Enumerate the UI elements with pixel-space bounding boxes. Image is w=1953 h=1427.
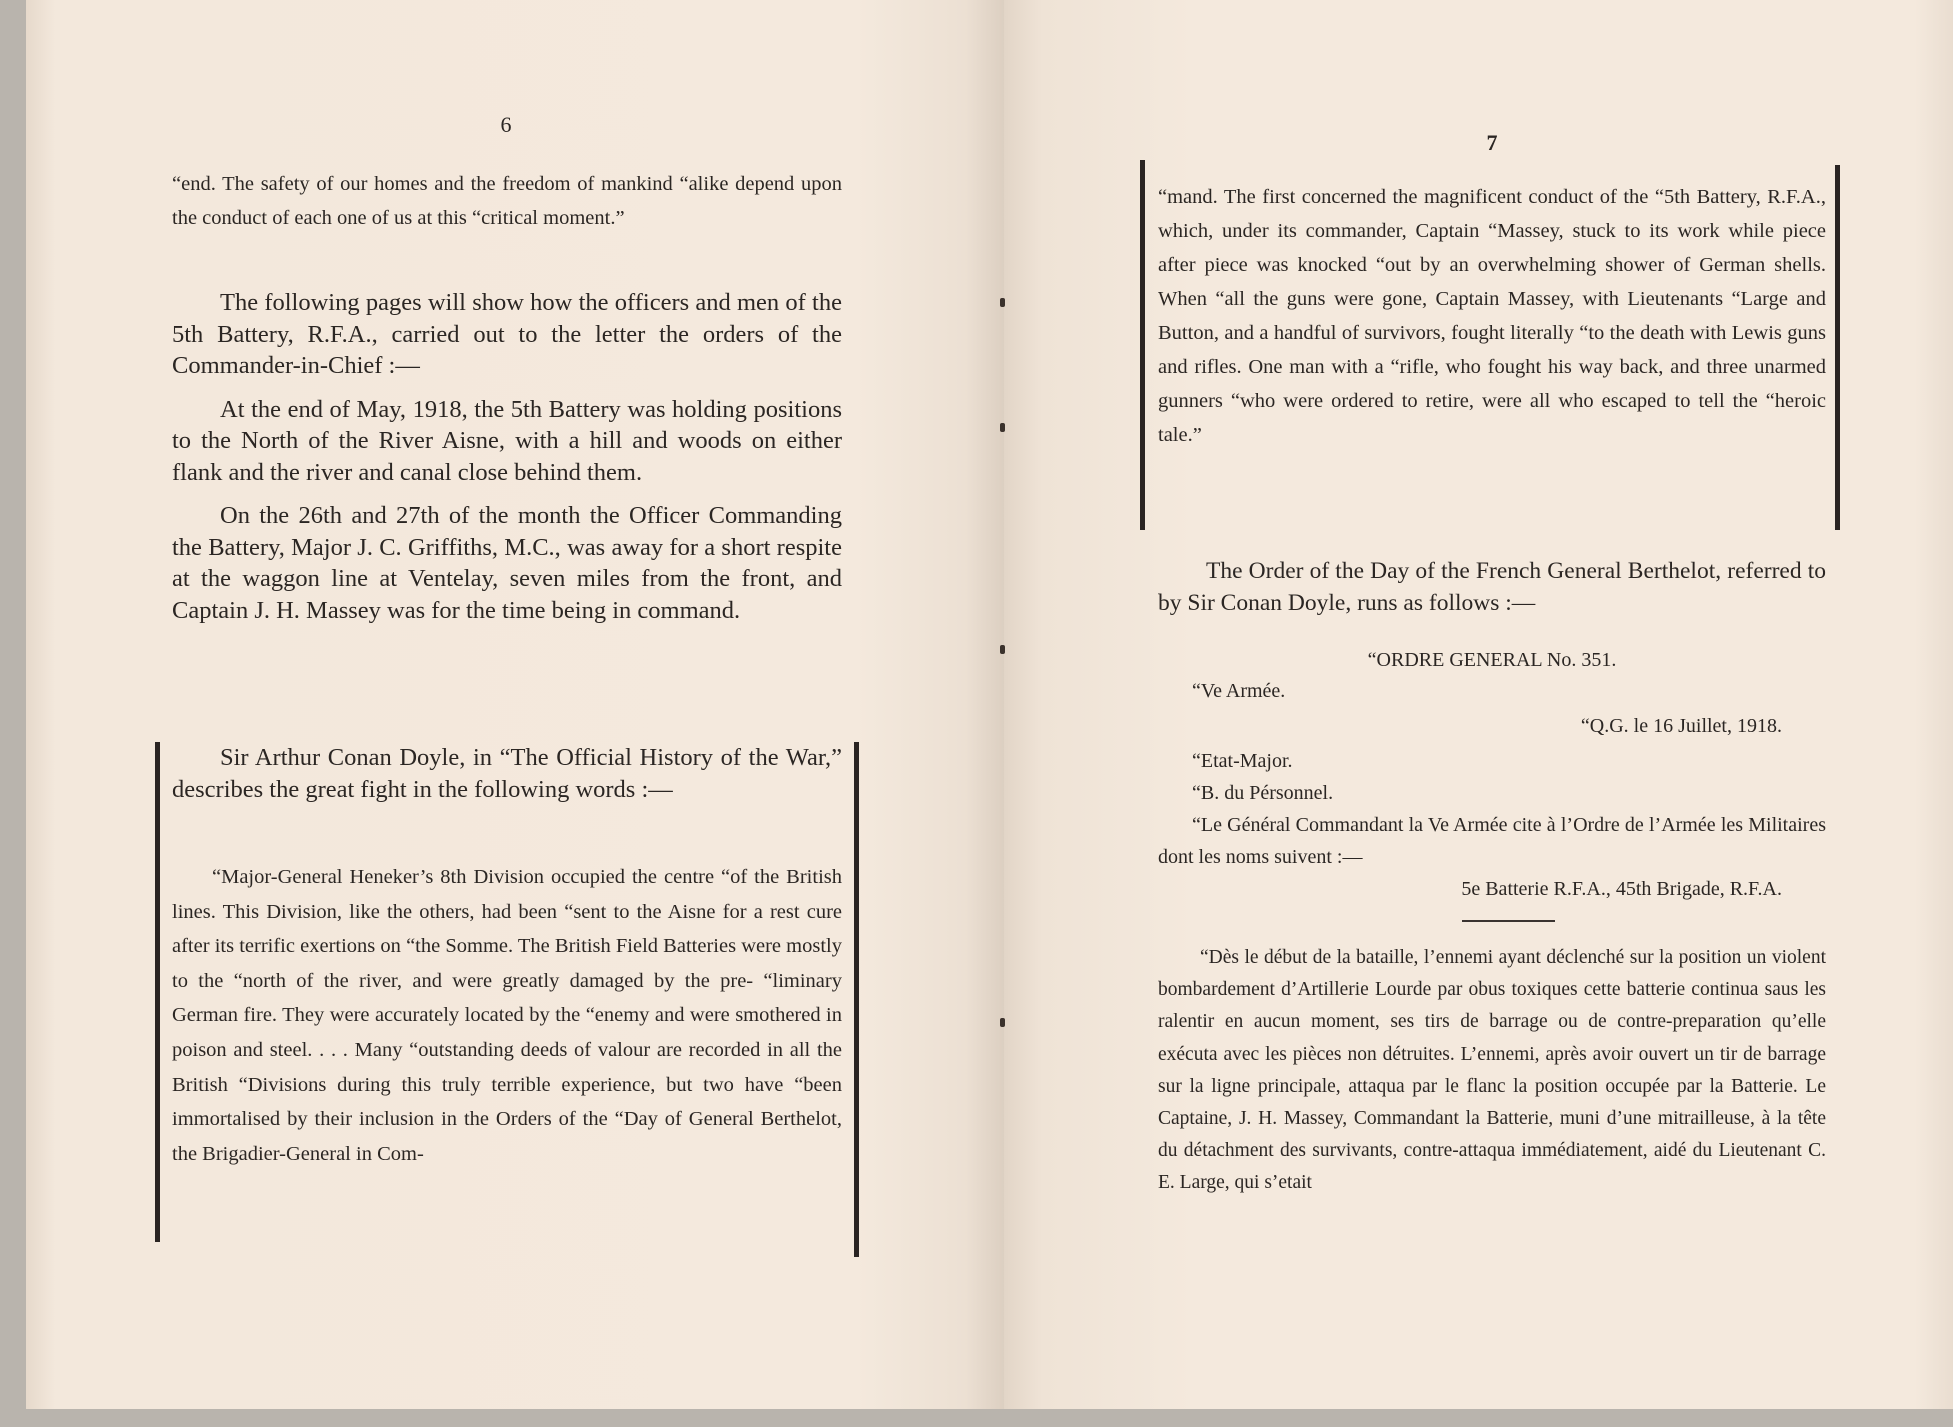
- bureau-text: “B. du Pérsonnel.: [1192, 782, 1334, 804]
- right-intro: [1158, 556, 1826, 619]
- bureau: [1192, 777, 1592, 809]
- left-top-paragraph: [172, 167, 842, 235]
- left-quote-intro: [172, 742, 842, 805]
- page-number-left: 6: [500, 112, 512, 137]
- citation: [1158, 809, 1826, 873]
- binding-mark: [1000, 645, 1005, 654]
- paragraph: Sir Arthur Conan Doyle, in “The Official History of the War,” describes the great fight in the following words :—: [172, 744, 842, 803]
- order-date-text: “Q.G. le 16 Juillet, 1918.: [1580, 715, 1782, 737]
- left-quote-text: [172, 860, 842, 1171]
- page-number-right: 7: [1486, 130, 1498, 155]
- divider-rule: [1462, 920, 1555, 922]
- order-date: [1158, 710, 1782, 742]
- unit-text: 5e Batterie R.F.A., 45th Brigade, R.F.A.: [1461, 878, 1782, 900]
- order-title-text: “ORDRE GENERAL No. 351.: [1367, 649, 1617, 671]
- french-text: [1158, 942, 1826, 1200]
- binding-mark: [1000, 1018, 1005, 1027]
- staff-text: “Etat-Major.: [1192, 750, 1293, 772]
- paragraph: On the 26th and 27th of the month the Officer Commanding the Battery, Major J. C. Griffiths, M.C., was away for a short respite at the waggon line at Ventelay, seven miles from the front, and Captain J. H. Massey was for the time being in command.: [172, 502, 842, 624]
- paragraph: “end. The safety of our homes and the freedom of mankind “alike depend upon the conduct of each one of us at this “critical moment.”: [172, 173, 842, 229]
- quote-bar-left: [155, 742, 160, 1242]
- binding-mark: [1000, 298, 1005, 307]
- paragraph: The following pages will show how the officers and men of the 5th Battery, R.F.A., carried out to the letter the orders of the Commander-in-Chief :—: [172, 289, 842, 379]
- french-paragraph: “Dès le début de la bataille, l’ennemi ayant déclenché sur la position un violent bombardement d’Artillerie Lourde par obus toxiques cette batterie continua saus les ralentir en aucun moment, ses tirs de barrage ou de contre-preparation qu’elle exécuta avec les pièces non détruites. L’ennemi, après avoir ouvert un tir de barrage sur la ligne principale, attaqua par le flanc la position occupée par la Batterie. Le Captaine, J. H. Massey, Commandant la Batterie, muni d’une mitrailleuse, à la tête du détachment des survivants, contre-attaqua immédiatement, aidé du Lieutenant C. E. Large, qui s’etait: [1158, 947, 1826, 1194]
- binding-mark: [1000, 423, 1005, 432]
- paragraph: At the end of May, 1918, the 5th Battery was holding positions to the North of the River Aisne, with a hill and woods on either flank and the river and canal close behind them.: [172, 395, 842, 486]
- army: [1192, 675, 1592, 707]
- army-text: “Ve Armée.: [1192, 680, 1286, 702]
- right-quote-text: [1158, 180, 1826, 452]
- quote-bar-right: [1835, 165, 1840, 530]
- staff: [1192, 745, 1592, 777]
- quote-bar-right: [854, 742, 859, 1257]
- citation-text: “Le Général Commandant la Ve Armée cite à l’Ordre de l’Armée les Militaires dont les noms suivent :—: [1158, 814, 1826, 868]
- unit: [1158, 873, 1782, 905]
- quote-paragraph: “mand. The first concerned the magnificent conduct of the “5th Battery, R.F.A., which, under its commander, Captain “Massey, stuck to its work while piece after piece was knocked “out by an overwhelming shower of German shells. When “all the guns were gone, Captain Massey, with Lieutenants “Large and Button, and a handful of survivors, fought literally “to the death with Lewis guns and rifles. One man with a “rifle, who fought his way back, and three unarmed gunners “who were ordered to retire, were all who escaped to tell the “heroic tale.”: [1158, 186, 1826, 446]
- order-title: [1158, 644, 1826, 676]
- paragraph: The Order of the Day of the French General Berthelot, referred to by Sir Conan Doyle, runs as follows :—: [1158, 558, 1826, 616]
- left-main-text: [172, 287, 842, 626]
- quote-bar-left: [1140, 160, 1145, 530]
- quote-paragraph: “Major-General Heneker’s 8th Division occupied the centre “of the British lines. This Division, like the others, had been “sent to the Aisne for a rest cure after its terrific exertions on “the Somme. The British Field Batteries were mostly to the “north of the river, and were greatly damaged by the pre- “liminary German fire. They were accurately located by the “enemy and were smothered in poison and steel. . . . Many “outstanding deeds of valour are recorded in all the British “Divisions during this truly terrible experience, but two have “been immortalised by their inclusion in the Orders of the “Day of General Berthelot, the Brigadier-General in Com-: [172, 866, 842, 1165]
